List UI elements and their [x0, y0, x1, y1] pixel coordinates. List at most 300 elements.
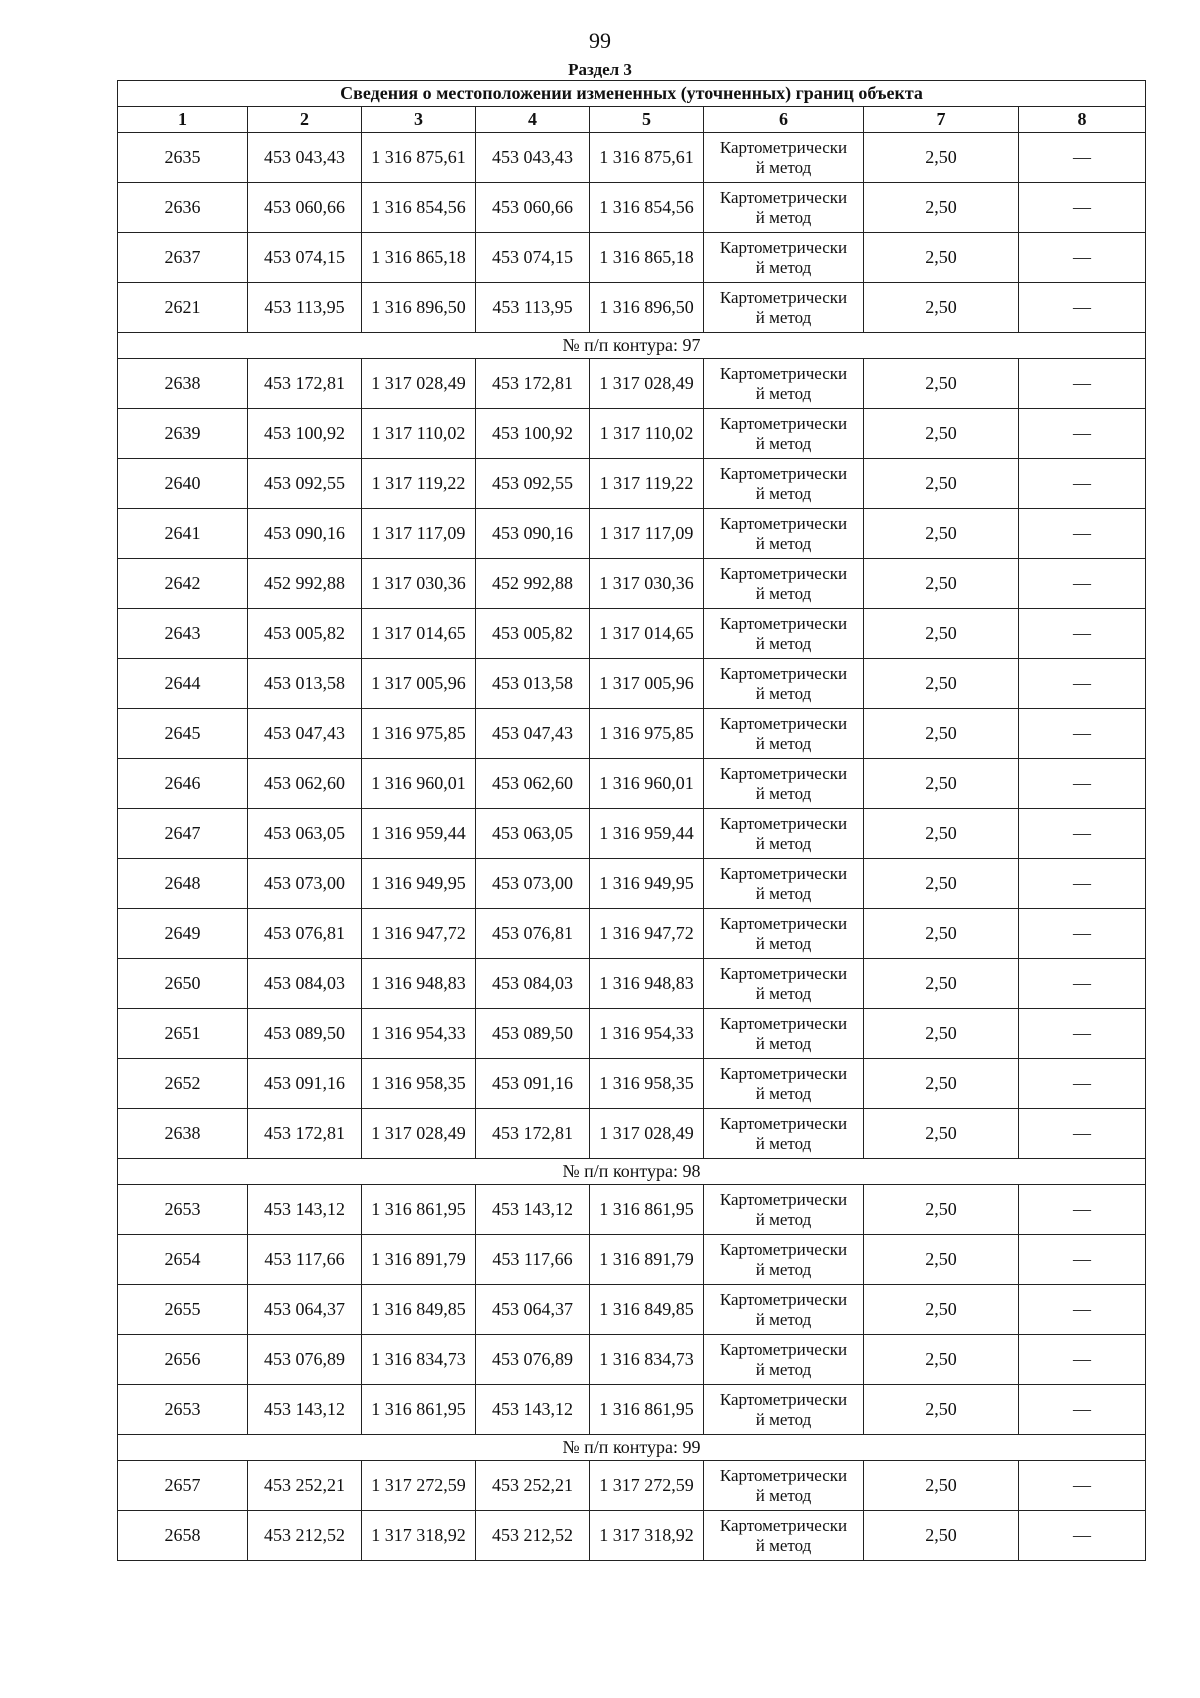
- description-cell: —: [1019, 1235, 1146, 1285]
- point-row: [118, 509, 1146, 559]
- method-cell: [704, 709, 864, 759]
- point-number-cell: 2644: [118, 659, 248, 709]
- accuracy-cell: 2,50: [864, 1185, 1019, 1235]
- y-coordinate-cell: 1 317 030,36: [362, 559, 476, 609]
- x-coordinate-refined-cell: 453 143,12: [476, 1385, 590, 1435]
- method-text-line-1: Картометрически: [719, 863, 848, 883]
- y-coordinate-refined-cell: 1 317 318,92: [590, 1511, 704, 1561]
- y-coordinate-refined-cell: 1 317 030,36: [590, 559, 704, 609]
- y-coordinate-refined-cell: 1 316 960,01: [590, 759, 704, 809]
- method-text-line-2: й метод: [755, 1535, 812, 1555]
- x-coordinate-refined-cell: 453 074,15: [476, 233, 590, 283]
- method-text-line-2: й метод: [755, 883, 812, 903]
- column-number-row: [118, 107, 1146, 133]
- description-cell: —: [1019, 1511, 1146, 1561]
- x-coordinate-refined-cell: 453 076,81: [476, 909, 590, 959]
- point-row: [118, 1059, 1146, 1109]
- x-coordinate-refined-cell: 453 090,16: [476, 509, 590, 559]
- column-number-8: 8: [1019, 107, 1146, 133]
- point-row: [118, 1109, 1146, 1159]
- x-coordinate-cell: 453 084,03: [248, 959, 362, 1009]
- method-cell: [704, 283, 864, 333]
- description-cell: —: [1019, 133, 1146, 183]
- y-coordinate-cell: 1 317 272,59: [362, 1461, 476, 1511]
- column-number-2: 2: [248, 107, 362, 133]
- x-coordinate-refined-cell: 453 013,58: [476, 659, 590, 709]
- accuracy-cell: 2,50: [864, 1511, 1019, 1561]
- y-coordinate-cell: 1 316 975,85: [362, 709, 476, 759]
- table-caption-row: [118, 81, 1146, 107]
- method-text-line-2: й метод: [755, 1485, 812, 1505]
- x-coordinate-cell: 453 043,43: [248, 133, 362, 183]
- point-row: [118, 359, 1146, 409]
- point-number-cell: 2650: [118, 959, 248, 1009]
- table-body: [118, 81, 1146, 1561]
- point-number-cell: 2636: [118, 183, 248, 233]
- accuracy-cell: 2,50: [864, 283, 1019, 333]
- point-row: [118, 909, 1146, 959]
- y-coordinate-refined-cell: 1 316 947,72: [590, 909, 704, 959]
- method-text-line-2: й метод: [755, 157, 812, 177]
- method-cell: [704, 809, 864, 859]
- accuracy-cell: 2,50: [864, 959, 1019, 1009]
- x-coordinate-refined-cell: 453 117,66: [476, 1235, 590, 1285]
- point-row: [118, 659, 1146, 709]
- method-text-line-2: й метод: [755, 783, 812, 803]
- column-number-1: 1: [118, 107, 248, 133]
- point-row: [118, 1461, 1146, 1511]
- point-row: [118, 559, 1146, 609]
- method-text-line-1: Картометрически: [719, 1013, 848, 1033]
- method-text-line-2: й метод: [755, 1309, 812, 1329]
- method-cell: [704, 759, 864, 809]
- point-row: [118, 709, 1146, 759]
- y-coordinate-cell: 1 317 119,22: [362, 459, 476, 509]
- x-coordinate-cell: 453 143,12: [248, 1185, 362, 1235]
- y-coordinate-cell: 1 316 960,01: [362, 759, 476, 809]
- method-cell: [704, 359, 864, 409]
- point-row: [118, 859, 1146, 909]
- y-coordinate-refined-cell: 1 316 954,33: [590, 1009, 704, 1059]
- x-coordinate-cell: 453 143,12: [248, 1385, 362, 1435]
- method-cell: [704, 859, 864, 909]
- description-cell: —: [1019, 1285, 1146, 1335]
- description-cell: —: [1019, 1185, 1146, 1235]
- y-coordinate-cell: 1 317 318,92: [362, 1511, 476, 1561]
- method-text-line-2: й метод: [755, 1033, 812, 1053]
- method-cell: [704, 559, 864, 609]
- x-coordinate-refined-cell: 453 084,03: [476, 959, 590, 1009]
- accuracy-cell: 2,50: [864, 183, 1019, 233]
- point-number-cell: 2653: [118, 1185, 248, 1235]
- x-coordinate-cell: 453 062,60: [248, 759, 362, 809]
- point-number-cell: 2652: [118, 1059, 248, 1109]
- point-row: [118, 1009, 1146, 1059]
- point-number-cell: 2645: [118, 709, 248, 759]
- method-cell: [704, 459, 864, 509]
- column-number-7: 7: [864, 107, 1019, 133]
- y-coordinate-refined-cell: 1 316 861,95: [590, 1185, 704, 1235]
- point-row: [118, 1285, 1146, 1335]
- description-cell: —: [1019, 1335, 1146, 1385]
- y-coordinate-refined-cell: 1 317 014,65: [590, 609, 704, 659]
- method-text-line-2: й метод: [755, 1133, 812, 1153]
- point-row: [118, 1235, 1146, 1285]
- y-coordinate-cell: 1 317 117,09: [362, 509, 476, 559]
- accuracy-cell: 2,50: [864, 809, 1019, 859]
- x-coordinate-cell: 453 013,58: [248, 659, 362, 709]
- accuracy-cell: 2,50: [864, 1285, 1019, 1335]
- y-coordinate-cell: 1 316 854,56: [362, 183, 476, 233]
- method-cell: [704, 1185, 864, 1235]
- method-text-line-2: й метод: [755, 933, 812, 953]
- x-coordinate-cell: 453 100,92: [248, 409, 362, 459]
- method-text-line-2: й метод: [755, 483, 812, 503]
- contour-label: [118, 1435, 1146, 1461]
- method-text-line-1: Картометрически: [719, 713, 848, 733]
- point-row: [118, 609, 1146, 659]
- method-text-line-1: Картометрически: [719, 1289, 848, 1309]
- column-number-6: 6: [704, 107, 864, 133]
- accuracy-cell: 2,50: [864, 559, 1019, 609]
- x-coordinate-cell: 453 091,16: [248, 1059, 362, 1109]
- method-text-line-1: Картометрически: [719, 1389, 848, 1409]
- description-cell: —: [1019, 809, 1146, 859]
- point-number-cell: 2646: [118, 759, 248, 809]
- y-coordinate-refined-cell: 1 317 028,49: [590, 1109, 704, 1159]
- x-coordinate-refined-cell: 453 005,82: [476, 609, 590, 659]
- method-text-line-2: й метод: [755, 833, 812, 853]
- point-number-cell: 2657: [118, 1461, 248, 1511]
- x-coordinate-refined-cell: 453 073,00: [476, 859, 590, 909]
- method-text-line-2: й метод: [755, 307, 812, 327]
- y-coordinate-cell: 1 316 949,95: [362, 859, 476, 909]
- x-coordinate-cell: 453 047,43: [248, 709, 362, 759]
- table-caption: Сведения о местоположении измененных (уточненных) границ объекта: [118, 81, 1146, 107]
- method-text-line-2: й метод: [755, 1409, 812, 1429]
- description-cell: —: [1019, 1059, 1146, 1109]
- description-cell: —: [1019, 359, 1146, 409]
- point-number-cell: 2648: [118, 859, 248, 909]
- method-cell: [704, 1461, 864, 1511]
- y-coordinate-cell: 1 316 834,73: [362, 1335, 476, 1385]
- description-cell: —: [1019, 509, 1146, 559]
- contour-label: [118, 1159, 1146, 1185]
- x-coordinate-refined-cell: 453 089,50: [476, 1009, 590, 1059]
- method-cell: [704, 233, 864, 283]
- method-text-line-2: й метод: [755, 533, 812, 553]
- y-coordinate-cell: 1 317 005,96: [362, 659, 476, 709]
- method-text-line-2: й метод: [755, 1259, 812, 1279]
- description-cell: —: [1019, 659, 1146, 709]
- y-coordinate-cell: 1 316 958,35: [362, 1059, 476, 1109]
- x-coordinate-refined-cell: 452 992,88: [476, 559, 590, 609]
- description-cell: —: [1019, 233, 1146, 283]
- method-text-line-1: Картометрически: [719, 963, 848, 983]
- x-coordinate-cell: 453 172,81: [248, 359, 362, 409]
- point-number-cell: 2639: [118, 409, 248, 459]
- accuracy-cell: 2,50: [864, 909, 1019, 959]
- y-coordinate-refined-cell: 1 316 975,85: [590, 709, 704, 759]
- description-cell: —: [1019, 959, 1146, 1009]
- method-text-line-2: й метод: [755, 383, 812, 403]
- method-text-line-1: Картометрически: [719, 913, 848, 933]
- x-coordinate-refined-cell: 453 252,21: [476, 1461, 590, 1511]
- method-text-line-1: Картометрически: [719, 813, 848, 833]
- y-coordinate-refined-cell: 1 317 119,22: [590, 459, 704, 509]
- accuracy-cell: 2,50: [864, 233, 1019, 283]
- accuracy-cell: 2,50: [864, 1461, 1019, 1511]
- accuracy-cell: 2,50: [864, 709, 1019, 759]
- point-row: [118, 809, 1146, 859]
- method-text-line-2: й метод: [755, 207, 812, 227]
- point-row: [118, 759, 1146, 809]
- y-coordinate-cell: 1 316 849,85: [362, 1285, 476, 1335]
- method-text-line-1: Картометрически: [719, 237, 848, 257]
- contour-header-row: [118, 1435, 1146, 1461]
- point-row: [118, 409, 1146, 459]
- point-number-cell: 2637: [118, 233, 248, 283]
- boundary-table: [117, 80, 1146, 1561]
- description-cell: —: [1019, 1009, 1146, 1059]
- method-text-line-1: Картометрически: [719, 287, 848, 307]
- y-coordinate-refined-cell: 1 316 875,61: [590, 133, 704, 183]
- contour-header-row: [118, 333, 1146, 359]
- method-text-line-2: й метод: [755, 257, 812, 277]
- method-text-line-2: й метод: [755, 683, 812, 703]
- method-cell: [704, 1335, 864, 1385]
- x-coordinate-refined-cell: 453 172,81: [476, 359, 590, 409]
- y-coordinate-cell: 1 317 028,49: [362, 359, 476, 409]
- section-title: Раздел 3: [568, 60, 632, 79]
- method-cell: [704, 1511, 864, 1561]
- x-coordinate-cell: 453 212,52: [248, 1511, 362, 1561]
- y-coordinate-cell: 1 317 014,65: [362, 609, 476, 659]
- x-coordinate-cell: 453 073,00: [248, 859, 362, 909]
- x-coordinate-cell: 453 113,95: [248, 283, 362, 333]
- method-cell: [704, 1059, 864, 1109]
- method-text-line-2: й метод: [755, 1359, 812, 1379]
- point-number-cell: 2647: [118, 809, 248, 859]
- accuracy-cell: 2,50: [864, 1109, 1019, 1159]
- accuracy-cell: 2,50: [864, 459, 1019, 509]
- point-number-cell: 2643: [118, 609, 248, 659]
- y-coordinate-refined-cell: 1 316 948,83: [590, 959, 704, 1009]
- y-coordinate-refined-cell: 1 316 834,73: [590, 1335, 704, 1385]
- point-number-cell: 2641: [118, 509, 248, 559]
- x-coordinate-refined-cell: 453 063,05: [476, 809, 590, 859]
- method-text-line-1: Картометрически: [719, 1339, 848, 1359]
- method-text-line-2: й метод: [755, 1209, 812, 1229]
- x-coordinate-cell: 453 076,81: [248, 909, 362, 959]
- accuracy-cell: 2,50: [864, 409, 1019, 459]
- method-text-line-1: Картометрически: [719, 137, 848, 157]
- method-text-line-1: Картометрически: [719, 563, 848, 583]
- point-number-cell: 2638: [118, 359, 248, 409]
- y-coordinate-refined-cell: 1 317 005,96: [590, 659, 704, 709]
- y-coordinate-refined-cell: 1 316 865,18: [590, 233, 704, 283]
- y-coordinate-refined-cell: 1 316 949,95: [590, 859, 704, 909]
- point-number-cell: 2638: [118, 1109, 248, 1159]
- method-cell: [704, 1109, 864, 1159]
- x-coordinate-refined-cell: 453 092,55: [476, 459, 590, 509]
- method-cell: [704, 509, 864, 559]
- x-coordinate-refined-cell: 453 064,37: [476, 1285, 590, 1335]
- x-coordinate-cell: 452 992,88: [248, 559, 362, 609]
- point-number-cell: 2649: [118, 909, 248, 959]
- x-coordinate-cell: 453 090,16: [248, 509, 362, 559]
- method-cell: [704, 1235, 864, 1285]
- method-cell: [704, 409, 864, 459]
- method-text-line-1: Картометрически: [719, 1189, 848, 1209]
- point-number-cell: 2653: [118, 1385, 248, 1435]
- y-coordinate-cell: 1 316 875,61: [362, 133, 476, 183]
- point-number-cell: 2621: [118, 283, 248, 333]
- x-coordinate-cell: 453 076,89: [248, 1335, 362, 1385]
- y-coordinate-cell: 1 317 028,49: [362, 1109, 476, 1159]
- column-number-4: 4: [476, 107, 590, 133]
- method-text-line-1: Картометрически: [719, 413, 848, 433]
- x-coordinate-refined-cell: 453 076,89: [476, 1335, 590, 1385]
- description-cell: —: [1019, 409, 1146, 459]
- page-number: 99: [589, 28, 611, 53]
- description-cell: —: [1019, 759, 1146, 809]
- y-coordinate-cell: 1 317 110,02: [362, 409, 476, 459]
- point-row: [118, 283, 1146, 333]
- point-row: [118, 133, 1146, 183]
- accuracy-cell: 2,50: [864, 609, 1019, 659]
- method-cell: [704, 1285, 864, 1335]
- x-coordinate-refined-cell: 453 212,52: [476, 1511, 590, 1561]
- accuracy-cell: 2,50: [864, 859, 1019, 909]
- y-coordinate-cell: 1 316 947,72: [362, 909, 476, 959]
- description-cell: —: [1019, 283, 1146, 333]
- x-coordinate-cell: 453 092,55: [248, 459, 362, 509]
- column-number-3: 3: [362, 107, 476, 133]
- accuracy-cell: 2,50: [864, 1335, 1019, 1385]
- method-cell: [704, 183, 864, 233]
- accuracy-cell: 2,50: [864, 509, 1019, 559]
- x-coordinate-cell: 453 089,50: [248, 1009, 362, 1059]
- x-coordinate-cell: 453 252,21: [248, 1461, 362, 1511]
- y-coordinate-cell: 1 316 896,50: [362, 283, 476, 333]
- y-coordinate-cell: 1 316 865,18: [362, 233, 476, 283]
- accuracy-cell: 2,50: [864, 1385, 1019, 1435]
- point-number-cell: 2658: [118, 1511, 248, 1561]
- description-cell: —: [1019, 609, 1146, 659]
- method-cell: [704, 609, 864, 659]
- point-row: [118, 959, 1146, 1009]
- y-coordinate-cell: 1 316 959,44: [362, 809, 476, 859]
- point-number-cell: 2642: [118, 559, 248, 609]
- y-coordinate-refined-cell: 1 316 959,44: [590, 809, 704, 859]
- point-row: [118, 1385, 1146, 1435]
- x-coordinate-cell: 453 117,66: [248, 1235, 362, 1285]
- method-text-line-2: й метод: [755, 983, 812, 1003]
- column-number-5: 5: [590, 107, 704, 133]
- point-row: [118, 1511, 1146, 1561]
- contour-prefix: № п/п контура:: [562, 335, 683, 355]
- y-coordinate-refined-cell: 1 317 117,09: [590, 509, 704, 559]
- contour-number: 98: [682, 1161, 701, 1181]
- x-coordinate-refined-cell: 453 172,81: [476, 1109, 590, 1159]
- description-cell: —: [1019, 1385, 1146, 1435]
- method-text-line-1: Картометрически: [719, 1063, 848, 1083]
- description-cell: —: [1019, 183, 1146, 233]
- point-number-cell: 2655: [118, 1285, 248, 1335]
- method-text-line-1: Картометрически: [719, 613, 848, 633]
- y-coordinate-refined-cell: 1 317 110,02: [590, 409, 704, 459]
- x-coordinate-cell: 453 172,81: [248, 1109, 362, 1159]
- accuracy-cell: 2,50: [864, 659, 1019, 709]
- contour-number: 99: [682, 1437, 701, 1457]
- contour-header-row: [118, 1159, 1146, 1185]
- method-text-line-1: Картометрически: [719, 1113, 848, 1133]
- x-coordinate-refined-cell: 453 047,43: [476, 709, 590, 759]
- accuracy-cell: 2,50: [864, 1235, 1019, 1285]
- description-cell: —: [1019, 559, 1146, 609]
- x-coordinate-refined-cell: 453 043,43: [476, 133, 590, 183]
- description-cell: —: [1019, 1109, 1146, 1159]
- x-coordinate-refined-cell: 453 143,12: [476, 1185, 590, 1235]
- method-text-line-2: й метод: [755, 1083, 812, 1103]
- accuracy-cell: 2,50: [864, 1059, 1019, 1109]
- method-text-line-1: Картометрически: [719, 1465, 848, 1485]
- point-row: [118, 233, 1146, 283]
- method-text-line-1: Картометрически: [719, 363, 848, 383]
- y-coordinate-refined-cell: 1 316 891,79: [590, 1235, 704, 1285]
- method-cell: [704, 909, 864, 959]
- y-coordinate-refined-cell: 1 316 958,35: [590, 1059, 704, 1109]
- x-coordinate-refined-cell: 453 091,16: [476, 1059, 590, 1109]
- description-cell: —: [1019, 859, 1146, 909]
- point-row: [118, 1335, 1146, 1385]
- x-coordinate-refined-cell: 453 100,92: [476, 409, 590, 459]
- accuracy-cell: 2,50: [864, 759, 1019, 809]
- accuracy-cell: 2,50: [864, 133, 1019, 183]
- y-coordinate-refined-cell: 1 317 272,59: [590, 1461, 704, 1511]
- point-row: [118, 459, 1146, 509]
- description-cell: —: [1019, 709, 1146, 759]
- y-coordinate-refined-cell: 1 317 028,49: [590, 359, 704, 409]
- description-cell: —: [1019, 1461, 1146, 1511]
- point-number-cell: 2656: [118, 1335, 248, 1385]
- x-coordinate-cell: 453 063,05: [248, 809, 362, 859]
- contour-number: 97: [682, 335, 701, 355]
- method-text-line-2: й метод: [755, 583, 812, 603]
- point-row: [118, 1185, 1146, 1235]
- contour-prefix: № п/п контура:: [562, 1161, 683, 1181]
- y-coordinate-cell: 1 316 891,79: [362, 1235, 476, 1285]
- method-text-line-1: Картометрически: [719, 1239, 848, 1259]
- x-coordinate-refined-cell: 453 060,66: [476, 183, 590, 233]
- method-cell: [704, 659, 864, 709]
- point-row: [118, 183, 1146, 233]
- x-coordinate-refined-cell: 453 062,60: [476, 759, 590, 809]
- y-coordinate-refined-cell: 1 316 861,95: [590, 1385, 704, 1435]
- method-text-line-1: Картометрически: [719, 763, 848, 783]
- y-coordinate-cell: 1 316 948,83: [362, 959, 476, 1009]
- method-text-line-2: й метод: [755, 633, 812, 653]
- method-text-line-1: Картометрически: [719, 513, 848, 533]
- method-text-line-1: Картометрически: [719, 187, 848, 207]
- method-text-line-2: й метод: [755, 433, 812, 453]
- method-cell: [704, 1385, 864, 1435]
- x-coordinate-cell: 453 064,37: [248, 1285, 362, 1335]
- point-number-cell: 2651: [118, 1009, 248, 1059]
- y-coordinate-cell: 1 316 861,95: [362, 1185, 476, 1235]
- y-coordinate-cell: 1 316 861,95: [362, 1385, 476, 1435]
